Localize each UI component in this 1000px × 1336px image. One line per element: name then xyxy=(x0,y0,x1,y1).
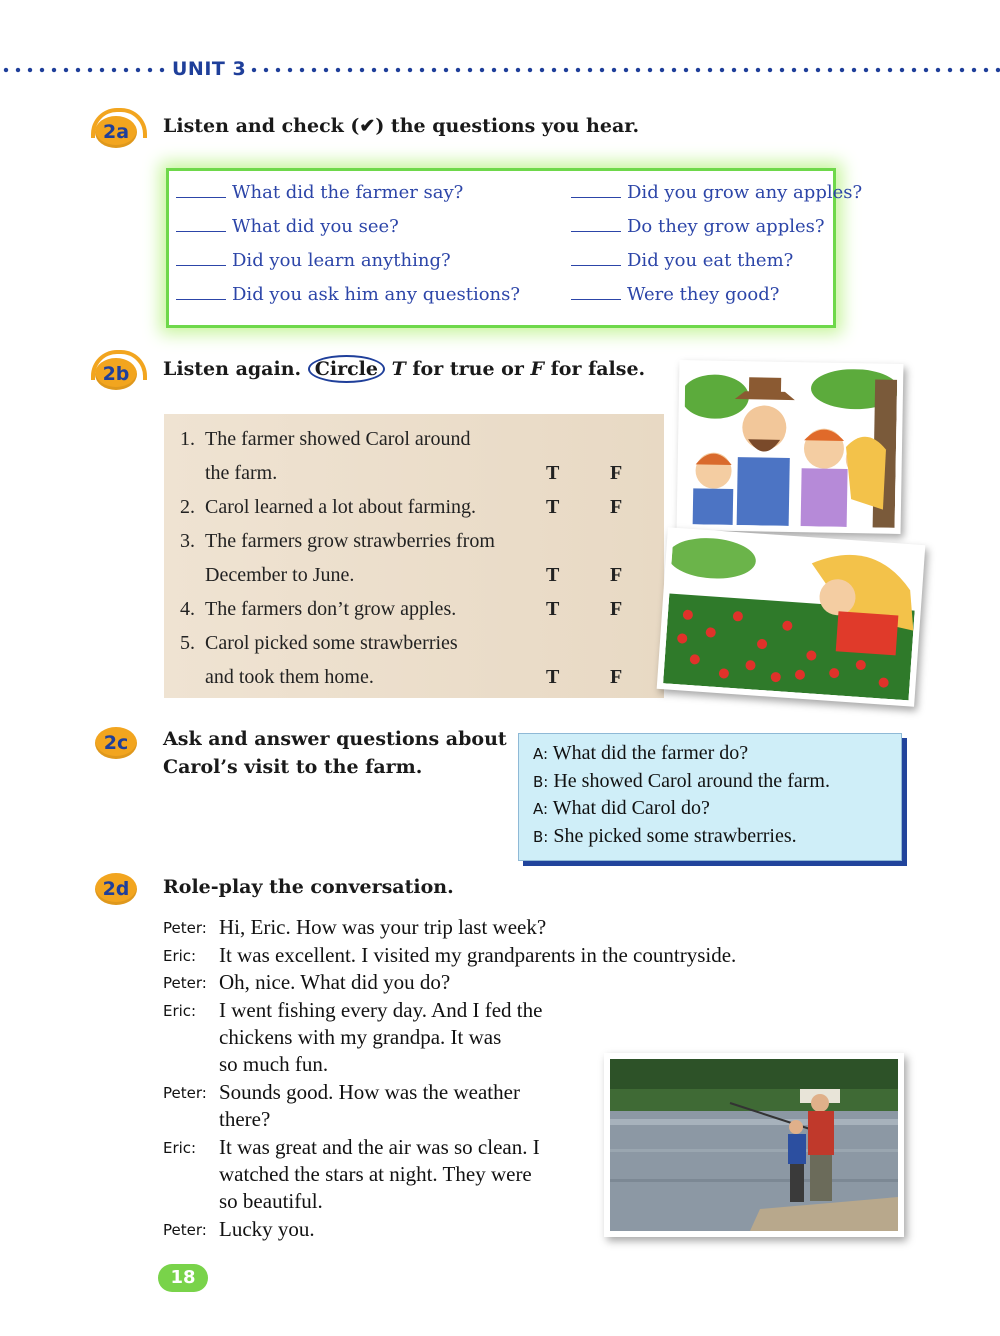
dialogue-line: B: He showed Carol around the farm. xyxy=(533,770,830,792)
conversation-line: It was excellent. I visited my grandparents in the countryside. xyxy=(219,943,737,967)
statement-text: The farmers don’t grow apples. xyxy=(205,598,457,620)
conversation-line: I went fishing every day. And I fed the xyxy=(219,998,543,1022)
badge-2c: 2c xyxy=(95,727,137,759)
badge-2b-label: 2b xyxy=(102,363,130,385)
question-item[interactable]: Were they good? xyxy=(571,284,779,305)
conversation-line: Lucky you. xyxy=(219,1217,315,1241)
instruction-2d: Role-play the conversation. xyxy=(163,876,454,898)
badge-2d: 2d xyxy=(95,873,137,905)
speaker-label: A: xyxy=(533,745,549,763)
check-blank[interactable] xyxy=(571,183,621,198)
speaker-label: Peter: xyxy=(163,1221,207,1239)
statement-number: 2. xyxy=(180,496,195,518)
dialogue-line: A: What did the farmer do? xyxy=(533,742,749,764)
statement-text: The farmer showed Carol around xyxy=(205,428,471,450)
badge-2b-headphones-icon xyxy=(95,358,137,390)
sample-dialogue-box xyxy=(518,733,902,861)
true-option[interactable]: T xyxy=(546,564,560,586)
question-item[interactable]: What did you see? xyxy=(176,216,399,237)
statement-text: The farmers grow strawberries from xyxy=(205,530,495,552)
dialogue-line: B: She picked some strawberries. xyxy=(533,825,797,847)
false-option[interactable]: F xyxy=(610,598,623,620)
question-item[interactable]: What did the farmer say? xyxy=(176,182,463,203)
unit-label: UNIT 3 xyxy=(172,58,247,80)
strawberry-drawing xyxy=(663,534,919,701)
farmer-kids-illustration xyxy=(677,360,904,534)
instruction-t-letter: T xyxy=(391,358,406,380)
check-blank[interactable] xyxy=(571,285,621,300)
true-option[interactable]: T xyxy=(546,598,560,620)
speaker-label: Eric: xyxy=(163,947,197,965)
dialogue-line: A: What did Carol do? xyxy=(533,797,710,819)
instruction-t-text: for true or xyxy=(412,358,524,380)
strawberry-picking-illustration xyxy=(657,527,926,707)
badge-2a-headphones-icon xyxy=(95,116,137,148)
instruction-2a-text-a: Listen and check ( xyxy=(163,115,360,137)
question-item[interactable]: Did you ask him any questions? xyxy=(176,284,520,305)
false-option[interactable]: F xyxy=(610,462,623,484)
instruction-2b xyxy=(163,358,645,380)
instruction-2c-line1: Ask and answer questions about xyxy=(163,728,507,750)
question-item[interactable]: Did you eat them? xyxy=(571,250,793,271)
statement-text: Carol picked some strawberries xyxy=(205,632,458,654)
true-option[interactable]: T xyxy=(546,666,560,688)
speaker-label: B: xyxy=(533,773,549,791)
check-blank[interactable] xyxy=(176,183,226,198)
speaker-label: Eric: xyxy=(163,1002,197,1020)
instruction-2c-line2: Carol’s visit to the farm. xyxy=(163,756,423,778)
check-blank[interactable] xyxy=(176,285,226,300)
conversation-line: It was great and the air was so clean. I xyxy=(219,1135,540,1159)
header-dots-right xyxy=(248,67,1000,73)
check-blank[interactable] xyxy=(176,251,226,266)
false-option[interactable]: F xyxy=(610,496,623,518)
statement-text: and took them home. xyxy=(205,666,374,688)
check-blank[interactable] xyxy=(571,251,621,266)
statement-text: December to June. xyxy=(205,564,355,586)
question-item[interactable]: Did you grow any apples? xyxy=(571,182,862,203)
speaker-label: Peter: xyxy=(163,1084,207,1102)
conversation-line: Sounds good. How was the weather xyxy=(219,1080,520,1104)
speaker-label: A: xyxy=(533,800,549,818)
true-false-panel xyxy=(164,414,664,698)
page-number: 18 xyxy=(158,1264,208,1292)
speaker-label: B: xyxy=(533,828,549,846)
check-blank[interactable] xyxy=(571,217,621,232)
farmer-kids-drawing xyxy=(683,366,898,528)
instruction-f-letter: F xyxy=(530,358,544,380)
fishing-photo xyxy=(604,1053,904,1237)
fishing-scene xyxy=(610,1059,898,1231)
true-option[interactable]: T xyxy=(546,462,560,484)
statement-number: 5. xyxy=(180,632,195,654)
statement-text: the farm. xyxy=(205,462,278,484)
speaker-label: Peter: xyxy=(163,919,207,937)
statement-number: 3. xyxy=(180,530,195,552)
instruction-f-text: for false. xyxy=(550,358,646,380)
false-option[interactable]: F xyxy=(610,564,623,586)
statement-number: 4. xyxy=(180,598,195,620)
conversation-line: there? xyxy=(219,1107,271,1131)
instruction-2a-text-b: ) the questions you hear. xyxy=(375,115,640,137)
header-dots-left xyxy=(0,67,166,73)
conversation-line: watched the stars at night. They were xyxy=(219,1162,532,1186)
speaker-label: Peter: xyxy=(163,974,207,992)
speaker-label: Eric: xyxy=(163,1139,197,1157)
false-option[interactable]: F xyxy=(610,666,623,688)
true-option[interactable]: T xyxy=(546,496,560,518)
statement-text: Carol learned a lot about farming. xyxy=(205,496,477,518)
check-blank[interactable] xyxy=(176,217,226,232)
question-item[interactable]: Did you learn anything? xyxy=(176,250,451,271)
conversation-line: Hi, Eric. How was your trip last week? xyxy=(219,915,547,939)
conversation-line: so beautiful. xyxy=(219,1189,323,1213)
check-mark-icon: ✔ xyxy=(359,115,376,137)
conversation-line: so much fun. xyxy=(219,1052,329,1076)
statement-number: 1. xyxy=(180,428,195,450)
question-item[interactable]: Do they grow apples? xyxy=(571,216,825,237)
instruction-2b-prefix: Listen again. xyxy=(163,358,302,380)
conversation-line: Oh, nice. What did you do? xyxy=(219,970,451,994)
conversation-line: chickens with my grandpa. It was xyxy=(219,1025,502,1049)
circle-word: Circle xyxy=(308,355,385,383)
instruction-2a xyxy=(163,115,639,137)
badge-2a-label: 2a xyxy=(102,121,130,143)
